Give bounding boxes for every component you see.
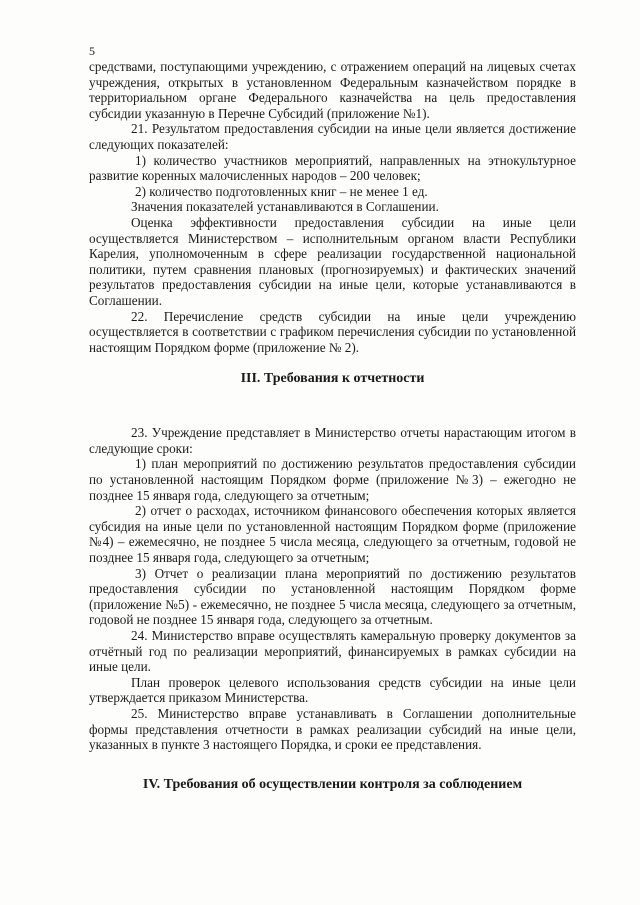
paragraph-inspection-plan: План проверок целевого использования средств субсидии на иные цели утверждается приказом Министерства. <box>89 674 576 706</box>
section-heading-4-control: IV. Требования об осуществлении контроля за соблюдением <box>142 776 523 792</box>
paragraph-23-reports: 23. Учреждение представляет в Министерство отчеты нарастающим итогом в следующие сроки: <box>89 425 576 456</box>
list-item-expense-report: 2) отчет о расходах, источником финансового обеспечения которых является субсидия на иные цели по установленной настоящим Порядком форме (приложение №4) – ежемесячно, не позднее 5 числа месяца, следующего за отчетным, годовой не позднее 15 января года, следующего за отчетным; <box>89 503 576 566</box>
paragraph-continuation-funds: средствами, поступающими учреждению, с отражением операций на лицевых счетах учреждения, открытых в установленном Федеральным казначейством порядке в территориальном органе Федерального казначейства на цель предоставления субсидии указанную в Перечне Субсидий (приложение №1). <box>89 59 576 121</box>
paragraph-24-audit: 24. Министерство вправе осуществлять камеральную проверку документов за отчётный год по реализации мероприятий, финансируемых в рамках субсидии на иные цели. <box>89 628 576 675</box>
page-number: 5 <box>89 44 95 58</box>
document-body <box>89 59 576 793</box>
section-heading-3-reporting: III. Требования к отчетности <box>240 371 425 387</box>
paragraph-21-result: 21. Результатом предоставления субсидии на иные цели является достижение следующих показателей: <box>89 121 576 152</box>
list-item-action-plan: 1) план мероприятий по достижению результатов предоставления субсидии по установленной настоящим Порядком форме (приложение №3) – ежегодно не позднее 15 января года, следующего за отчетным; <box>89 456 576 503</box>
paragraph-25-additional-forms: 25. Министерство вправе устанавливать в Соглашении дополнительные формы представления отчетности в рамках реализации субсидий на иные цели, указанных в пункте 3 настоящего Порядка, и сроки ее представления. <box>89 705 576 753</box>
paragraph-indicator-values: Значения показателей устанавливаются в Соглашении. <box>131 199 439 215</box>
list-item-plan-implementation-report: 3) Отчет о реализации плана мероприятий по достижению результатов предоставления субсидии по установленной настоящим Порядком форме (приложение №5) - ежемесячно, не позднее 5 числа месяца, следующего за отчетным, годовой не позднее 15 января года, следующего за отчетным. <box>89 565 576 628</box>
list-item-participants: 1) количество участников мероприятий, направленных на этнокультурное развитие коренных малочисленных народов – 200 человек; <box>89 152 576 184</box>
list-item-books: 2) количество подготовленных книг – не менее 1 ед. <box>135 183 428 199</box>
paragraph-efficiency-assessment: Оценка эффективности предоставления субсидии на иные цели осуществляется Министерством – исполнительным органом власти Республики Карелия, уполномоченным в сфере реализации государственной национальной политики, путем сравнения плановых (прогнозируемых) и фактических значений результатов предоставления субсидии на иные цели, которые устанавливаются в Соглашении. <box>89 214 576 308</box>
paragraph-22-transfer: 22. Перечисление средств субсидии на иные цели учреждению осуществляется в соответствии с графиком перечисления субсидии по установленной настоящим Порядком форме (приложение № 2). <box>89 308 576 355</box>
